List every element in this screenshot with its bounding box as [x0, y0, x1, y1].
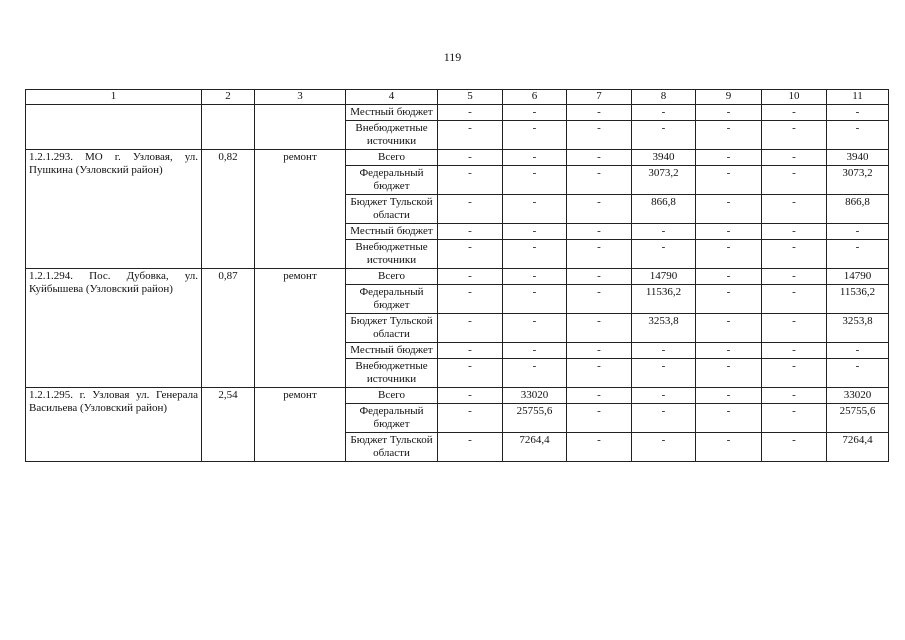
value-cell: - — [503, 224, 567, 240]
value-cell: - — [567, 195, 632, 224]
value-cell: - — [827, 121, 889, 150]
work-type-cell: ремонт — [255, 388, 346, 462]
value-cell: 25755,6 — [503, 404, 567, 433]
value-cell: - — [762, 150, 827, 166]
value-cell: - — [632, 359, 696, 388]
value-cell: - — [438, 121, 503, 150]
funding-source-cell: Бюджет Тульской области — [346, 314, 438, 343]
column-header: 1 — [26, 90, 202, 105]
value-cell: - — [696, 359, 762, 388]
value-cell: - — [567, 121, 632, 150]
value-cell: - — [762, 195, 827, 224]
column-header: 3 — [255, 90, 346, 105]
value-cell: 11536,2 — [632, 285, 696, 314]
value-cell: - — [567, 285, 632, 314]
work-type-cell: ремонт — [255, 150, 346, 269]
value-cell: - — [503, 195, 567, 224]
value-cell: 33020 — [827, 388, 889, 404]
value-cell: - — [762, 285, 827, 314]
value-cell: - — [438, 150, 503, 166]
value-cell: - — [567, 105, 632, 121]
value-cell: - — [567, 388, 632, 404]
value-cell: - — [567, 404, 632, 433]
value-cell: - — [762, 166, 827, 195]
funding-source-cell: Всего — [346, 388, 438, 404]
value-cell: - — [762, 240, 827, 269]
funding-source-cell: Федеральный бюджет — [346, 285, 438, 314]
length-cell — [202, 105, 255, 150]
value-cell: - — [438, 285, 503, 314]
value-cell: - — [696, 240, 762, 269]
value-cell: - — [632, 433, 696, 462]
value-cell: - — [567, 433, 632, 462]
value-cell: 14790 — [827, 269, 889, 285]
column-header: 6 — [503, 90, 567, 105]
value-cell: 25755,6 — [827, 404, 889, 433]
work-type-cell — [255, 105, 346, 150]
value-cell: - — [632, 105, 696, 121]
value-cell: 3253,8 — [827, 314, 889, 343]
value-cell: - — [567, 166, 632, 195]
value-cell: 3073,2 — [827, 166, 889, 195]
value-cell: - — [632, 224, 696, 240]
funding-source-cell: Всего — [346, 150, 438, 166]
value-cell: - — [632, 121, 696, 150]
value-cell: - — [438, 240, 503, 269]
value-cell: - — [503, 105, 567, 121]
value-cell: - — [762, 433, 827, 462]
value-cell: - — [438, 388, 503, 404]
value-cell: - — [762, 314, 827, 343]
value-cell: - — [632, 404, 696, 433]
funding-source-cell: Местный бюджет — [346, 343, 438, 359]
value-cell: - — [762, 121, 827, 150]
value-cell: - — [827, 359, 889, 388]
value-cell: - — [762, 224, 827, 240]
column-header: 9 — [696, 90, 762, 105]
funding-source-cell: Внебюджетные источники — [346, 121, 438, 150]
value-cell: - — [696, 105, 762, 121]
value-cell: 11536,2 — [827, 285, 889, 314]
value-cell: - — [438, 359, 503, 388]
table-row — [26, 150, 889, 166]
value-cell: 3073,2 — [632, 166, 696, 195]
value-cell: 3940 — [632, 150, 696, 166]
table-row — [26, 269, 889, 285]
funding-source-cell: Всего — [346, 269, 438, 285]
funding-source-cell: Местный бюджет — [346, 224, 438, 240]
value-cell: - — [696, 166, 762, 195]
value-cell: - — [567, 314, 632, 343]
value-cell: - — [567, 150, 632, 166]
value-cell: - — [503, 285, 567, 314]
value-cell: - — [438, 343, 503, 359]
object-name-cell: 1.2.1.294. Пос. Дубовка, ул. Куйбышева (Узловский район) — [26, 269, 202, 388]
value-cell: - — [827, 105, 889, 121]
value-cell: - — [438, 105, 503, 121]
column-header: 11 — [827, 90, 889, 105]
value-cell: - — [438, 269, 503, 285]
value-cell: - — [567, 240, 632, 269]
table-row — [26, 388, 889, 404]
length-cell: 2,54 — [202, 388, 255, 462]
value-cell: - — [438, 195, 503, 224]
value-cell: - — [762, 105, 827, 121]
value-cell: - — [696, 404, 762, 433]
budget-table — [25, 89, 889, 462]
value-cell: - — [762, 359, 827, 388]
value-cell: - — [827, 224, 889, 240]
value-cell: - — [696, 121, 762, 150]
value-cell: - — [696, 314, 762, 343]
value-cell: 33020 — [503, 388, 567, 404]
value-cell: - — [503, 359, 567, 388]
value-cell: - — [696, 388, 762, 404]
value-cell: - — [696, 195, 762, 224]
value-cell: - — [503, 121, 567, 150]
value-cell: - — [567, 224, 632, 240]
funding-source-cell: Федеральный бюджет — [346, 166, 438, 195]
value-cell: - — [696, 150, 762, 166]
value-cell: - — [632, 388, 696, 404]
value-cell: - — [827, 240, 889, 269]
value-cell: - — [696, 343, 762, 359]
value-cell: - — [503, 150, 567, 166]
funding-source-cell: Федеральный бюджет — [346, 404, 438, 433]
object-name-cell: 1.2.1.295. г. Узловая ул. Генерала Васильева (Узловский район) — [26, 388, 202, 462]
length-cell: 0,87 — [202, 269, 255, 388]
length-cell: 0,82 — [202, 150, 255, 269]
value-cell: - — [438, 404, 503, 433]
value-cell: - — [438, 433, 503, 462]
value-cell: - — [632, 343, 696, 359]
funding-source-cell: Внебюджетные источники — [346, 359, 438, 388]
funding-source-cell: Бюджет Тульской области — [346, 195, 438, 224]
column-header: 2 — [202, 90, 255, 105]
value-cell: - — [696, 285, 762, 314]
value-cell: 3253,8 — [632, 314, 696, 343]
value-cell: - — [567, 359, 632, 388]
work-type-cell: ремонт — [255, 269, 346, 388]
value-cell: 3940 — [827, 150, 889, 166]
table-row — [26, 105, 889, 121]
object-name-cell: 1.2.1.293. МО г. Узловая, ул. Пушкина (Узловский район) — [26, 150, 202, 269]
value-cell: - — [762, 343, 827, 359]
value-cell: - — [567, 343, 632, 359]
value-cell: - — [438, 314, 503, 343]
page-number: 119 — [443, 50, 462, 64]
column-header: 8 — [632, 90, 696, 105]
value-cell: - — [503, 166, 567, 195]
value-cell: - — [762, 388, 827, 404]
value-cell: - — [503, 240, 567, 269]
object-name-cell — [26, 105, 202, 150]
value-cell: - — [762, 269, 827, 285]
value-cell: - — [438, 166, 503, 195]
value-cell: - — [696, 433, 762, 462]
value-cell: - — [762, 404, 827, 433]
value-cell: - — [503, 314, 567, 343]
header-row — [26, 90, 889, 105]
column-header: 4 — [346, 90, 438, 105]
value-cell: 14790 — [632, 269, 696, 285]
column-header: 7 — [567, 90, 632, 105]
value-cell: - — [696, 224, 762, 240]
funding-source-cell: Внебюджетные источники — [346, 240, 438, 269]
value-cell: - — [503, 343, 567, 359]
value-cell: - — [438, 224, 503, 240]
column-header: 10 — [762, 90, 827, 105]
funding-source-cell: Местный бюджет — [346, 105, 438, 121]
value-cell: 7264,4 — [827, 433, 889, 462]
value-cell: 7264,4 — [503, 433, 567, 462]
value-cell: - — [567, 269, 632, 285]
value-cell: 866,8 — [827, 195, 889, 224]
funding-source-cell: Бюджет Тульской области — [346, 433, 438, 462]
value-cell: 866,8 — [632, 195, 696, 224]
value-cell: - — [632, 240, 696, 269]
value-cell: - — [503, 269, 567, 285]
column-header: 5 — [438, 90, 503, 105]
value-cell: - — [696, 269, 762, 285]
value-cell: - — [827, 343, 889, 359]
